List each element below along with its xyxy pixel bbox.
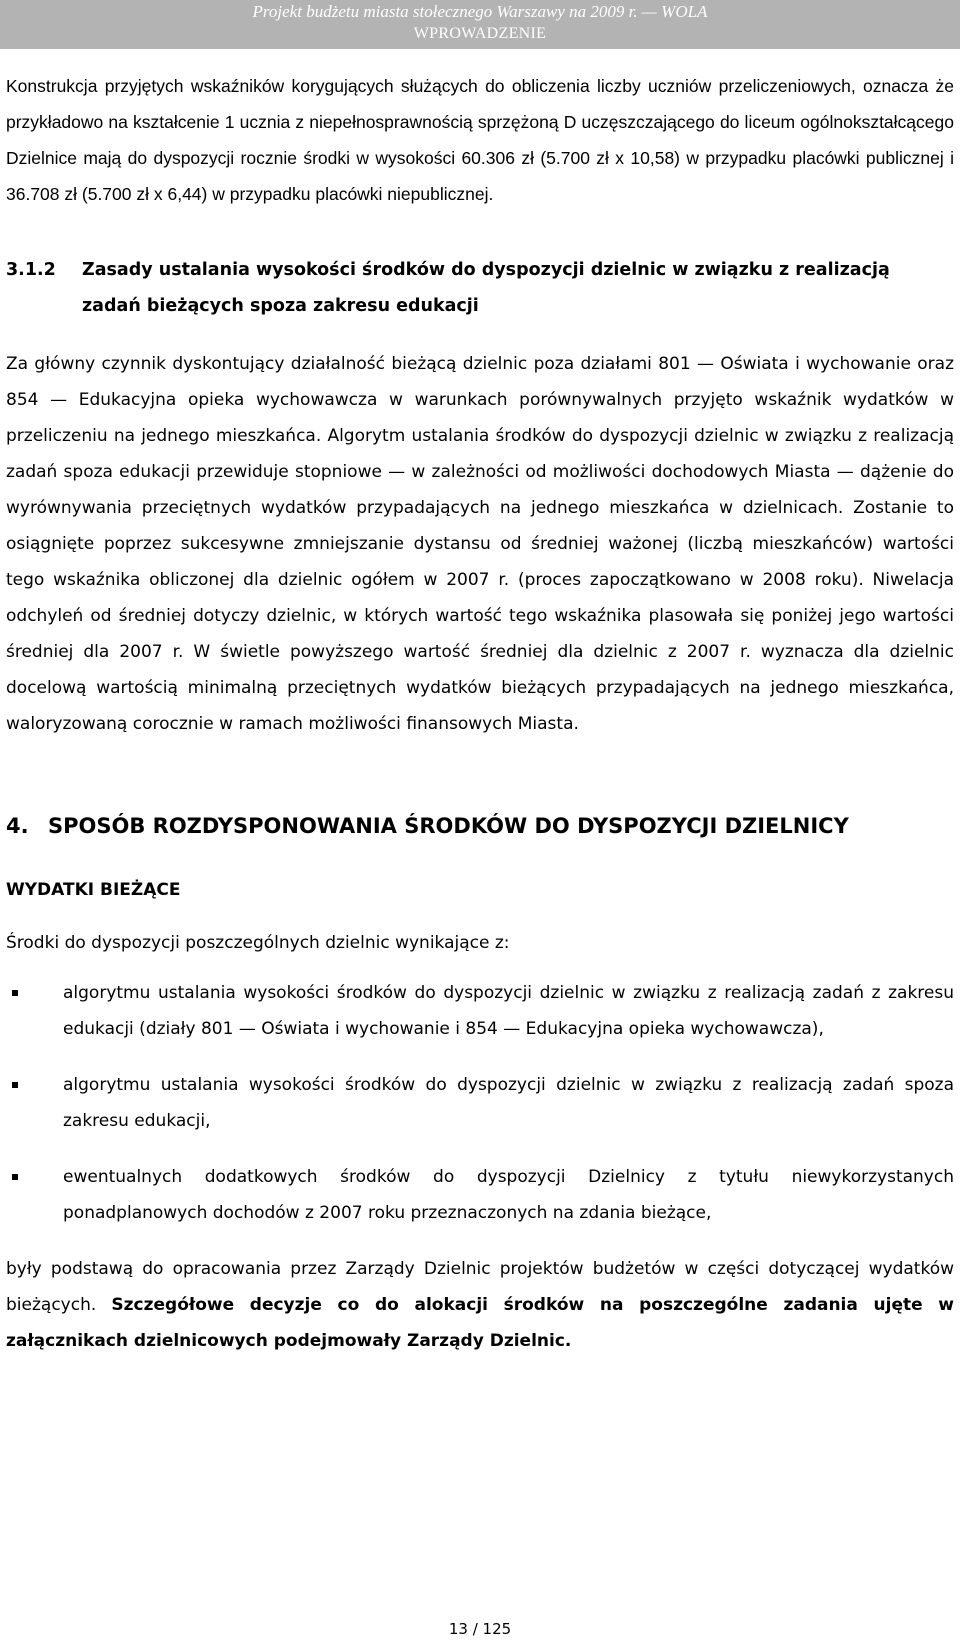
funding-sources-list	[6, 975, 954, 1231]
page-header	[0, 0, 960, 49]
section-number: 3.1.2	[6, 260, 56, 280]
bullet-icon	[12, 990, 18, 996]
list-item	[6, 1067, 954, 1139]
header-title: Projekt budżetu miasta stołecznego Warszawy na 2009 r. — WOLA	[252, 2, 708, 21]
section-4-heading	[6, 811, 954, 841]
list-item	[6, 975, 954, 1047]
bullet-icon	[12, 1174, 18, 1180]
section-3-1-2-heading	[6, 252, 954, 324]
page-number: 13 / 125	[448, 1620, 512, 1638]
section-number: 4.	[6, 814, 29, 838]
document-body	[6, 68, 954, 1359]
section-title: SPOSÓB ROZDYSPONOWANIA ŚRODKÓW DO DYSPOZYCJI DZIELNICY	[48, 814, 849, 838]
closing-bold-text: Szczegółowe decyzje co do alokacji środków na poszczególne zadania ujęte w załącznikach dzielnicowych podejmowały Zarządy Dzielnic.	[6, 1295, 955, 1351]
closing-text: były podstawą do opracowania przez Zarządy Dzielnic projektów budżetów w części dotyczącej wydatków bieżących.	[6, 1259, 954, 1315]
section-3-1-2-paragraph: Za główny czynnik dyskontujący działalność bieżącą dzielnic poza działami 801 — Oświata i wychowanie oraz 854 — Edukacyjna opieka wychowawcza w warunkach porównywalnych przyjęto wskaźnik wydatków w przeliczeniu na jednego mieszkańca. Algorytm ustalania środków do dyspozycji dzielnic w związku z realizacją zadań spoza edukacji przewiduje stopniowe — w zależności od możliwości dochodowych Miasta — dążenie do wyrównywania przeciętnych wydatków przypadających na jednego mieszkańca w dzielnicach. Zostanie to osiągnięte poprzez sukcesywne zmniejszanie dystansu od średniej ważonej (liczbą mieszkańców) wartości tego wskaźnika obliczonej dla dzielnic ogółem w 2007 r. (proces zapoczątkowano w 2008 roku). Niwelacja odchyleń od średniej dotyczy dzielnic, w których wartość tego wskaźnika plasowała się poniżej jego wartości średniej dla 2007 r. W świetle powyższego wartość średniej dla dzielnic z 2007 r. wyznacza dla dzielnic docelową wartością minimalną przeciętnych wydatków bieżących przypadających na jednego mieszkańca, waloryzowaną corocznie w ramach możliwości finansowych Miasta.	[6, 354, 954, 734]
list-lead: Środki do dyspozycji poszczególnych dzielnic wynikające z:	[6, 933, 510, 953]
list-item-text: ewentualnych dodatkowych środków do dyspozycji Dzielnicy z tytułu niewykorzystanych ponadplanowych dochodów z 2007 roku przeznaczonych na zdania bieżące,	[63, 1167, 954, 1223]
header-subtitle: WPROWADZENIE	[413, 25, 547, 42]
intro-paragraph: Konstrukcja przyjętych wskaźników korygujących służących do obliczenia liczby uczniów przeliczeniowych, oznacza że przykładowo na kształcenie 1 ucznia z niepełnosprawnością sprzężoną D uczęszczającego do liceum ogólnokształcącego Dzielnice mają do dyspozycji rocznie środki w wysokości 60.306 zł (5.700 zł x 10,58) w przypadku placówki publicznej i 36.708 zł (5.700 zł x 6,44) w przypadku placówki niepublicznej.	[6, 76, 954, 204]
expenses-label: WYDATKI BIEŻĄCE	[6, 880, 181, 900]
closing-paragraph	[6, 1251, 954, 1359]
section-title: Zasady ustalania wysokości środków do dyspozycji dzielnic w związku z realizacją zadań bieżących spoza zakresu edukacji	[82, 260, 890, 316]
bullet-icon	[12, 1082, 18, 1088]
list-item-text: algorytmu ustalania wysokości środków do dyspozycji dzielnic w związku z realizacją zadań spoza zakresu edukacji,	[63, 1075, 954, 1131]
list-item-text: algorytmu ustalania wysokości środków do dyspozycji dzielnic w związku z realizacją zadań z zakresu edukacji (działy 801 — Oświata i wychowanie i 854 — Edukacyjna opieka wychowawcza),	[63, 983, 954, 1039]
list-item	[6, 1159, 954, 1231]
